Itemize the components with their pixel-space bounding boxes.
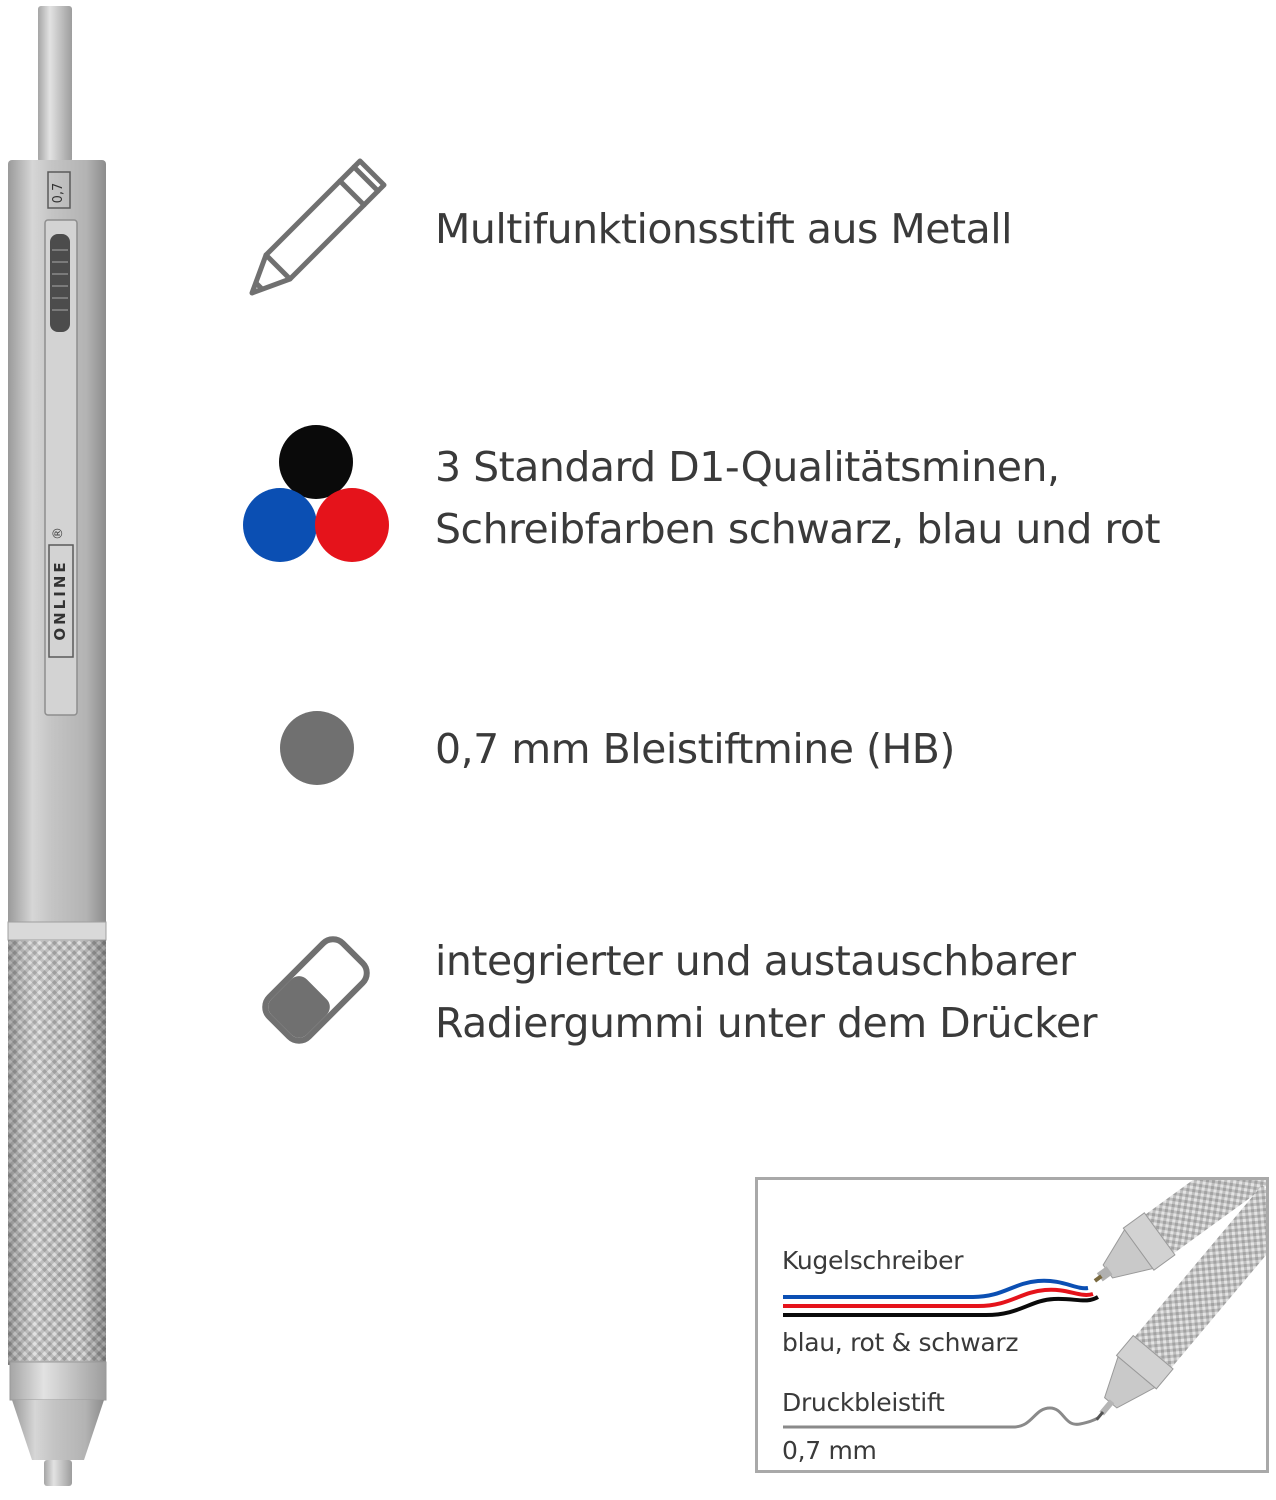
- brand-registered-mark: ®: [51, 527, 66, 540]
- gray-dot-icon: [278, 709, 356, 787]
- feature-text-lead: 0,7 mm Bleistiftmine (HB): [435, 725, 955, 773]
- writing-sample-drawing: [758, 1180, 1269, 1473]
- pencil-size-label: 0,7 mm: [782, 1436, 877, 1465]
- pencil-label: Druckbleistift: [782, 1388, 945, 1417]
- feature-text-eraser: integrierter und austauschbarer Radiergummi unter dem Drücker: [435, 937, 1097, 1047]
- pen-size-label: 0,7: [51, 182, 66, 204]
- ballpoint-label: Kugelschreiber: [782, 1246, 964, 1275]
- eraser-icon: [254, 928, 379, 1053]
- red-ink-dot: [315, 488, 389, 562]
- ballpoint-colors-label: blau, rot & schwarz: [782, 1328, 1019, 1357]
- three-color-dots-icon: [240, 424, 395, 569]
- blue-ink-dot: [243, 488, 317, 562]
- brand-label: ONLINE: [51, 559, 69, 641]
- feature-text-metal: Multifunktionsstift aus Metall: [435, 205, 1012, 253]
- pen-outline-icon: [242, 155, 392, 305]
- pen-product-image: [0, 0, 120, 1500]
- writing-sample-inset: [755, 1177, 1269, 1473]
- feature-text-refills: 3 Standard D1-Qualitätsminen, Schreibfarben schwarz, blau und rot: [435, 443, 1161, 553]
- black-ink-dot: [279, 425, 353, 499]
